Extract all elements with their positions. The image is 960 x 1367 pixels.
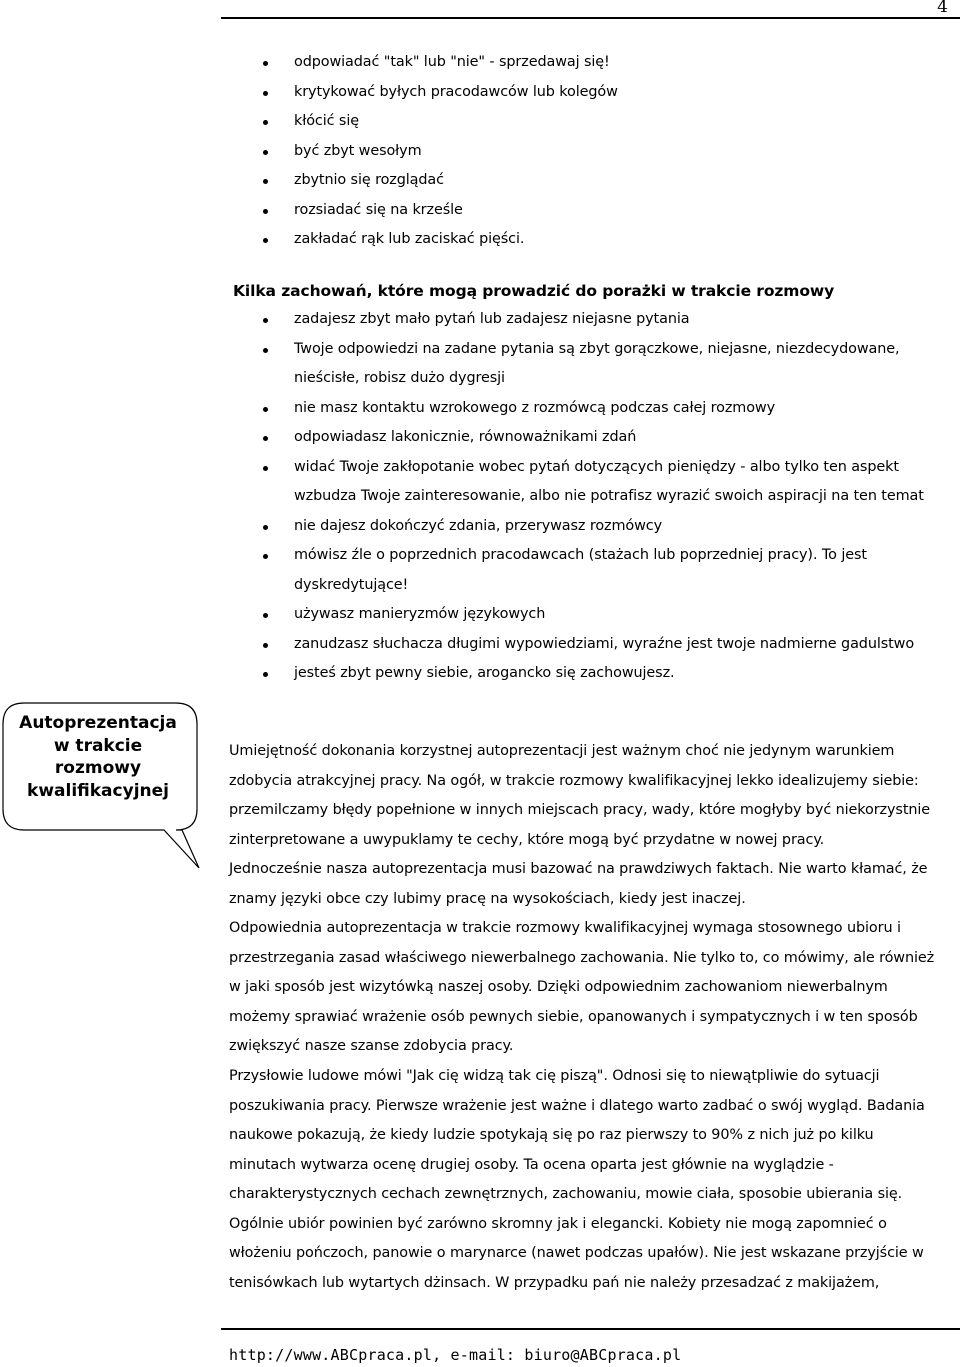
- list-item: kłócić się: [0, 107, 960, 137]
- list-item: rozsiadać się na krześle: [0, 196, 960, 226]
- list-item: nie dajesz dokończyć zdania, przerywasz rozmówcy: [0, 512, 960, 542]
- footer-contact: http://www.ABCpraca.pl, e-mail: biuro@ABCpraca.pl: [229, 1346, 682, 1364]
- list-item: nie masz kontaktu wzrokowego z rozmówcą podczas całej rozmowy: [0, 394, 960, 424]
- list-item: używasz manieryzmów językowych: [0, 600, 960, 630]
- list-item: być zbyt wesołym: [0, 137, 960, 167]
- list-item: mówisz źle o poprzednich pracodawcach (stażach lub poprzedniej pracy). To jest dyskredytujące!: [0, 541, 960, 600]
- list-item: odpowiadasz lakonicznie, równoważnikami zdań: [0, 423, 960, 453]
- paragraph: Przysłowie ludowe mówi "Jak cię widzą tak cię piszą". Odnosi się to niewątpliwie do sytuacji poszukiwania pracy. Pierwsze wrażenie jest ważne i dlatego warto zadbać o swój wygląd. Badania naukowe pokazują, że kiedy ludzie spotykają się po raz pierwszy to 90% z nich już po kilku minutach wytwarza ocenę drugiej osoby. Ta ocena oparta jest głównie na wyglądzie - charakterystycznych cechach zewnętrznych, zachowaniu, mowie ciała, sposobie ubierania się. Ogólnie ubiór powinien być zarówno skromny jak i elegancki. Kobiety nie mogą zapomnieć o włożeniu pończoch, panowie o marynarce (nawet podczas upałów). Nie jest wskazane przyjście w tenisówkach lub wytartych dżinsach. W przypadku pań nie należy przesadzać z makijażem,: [229, 1068, 925, 1291]
- speech-bubble-callout: [0, 701, 200, 871]
- list-item: zbytnio się rozglądać: [0, 166, 960, 196]
- footer-rule: [221, 1328, 960, 1330]
- list-item: zakładać rąk lub zaciskać pięści.: [0, 225, 960, 255]
- page-number: 4: [937, 0, 948, 17]
- list-item: krytykować byłych pracodawców lub kolegów: [0, 78, 960, 108]
- callout-line: Autoprezentacja: [19, 713, 177, 733]
- list-item: odpowiadać "tak" lub "nie" - sprzedawaj się!: [0, 48, 960, 78]
- paragraph: Odpowiednia autoprezentacja w trakcie rozmowy kwalifikacyjnej wymaga stosownego ubioru i przestrzegania zasad właściwego niewerbalnego zachowania. Nie tylko to, co mówimy, ale również w jaki sposób jest wizytówką naszej osoby. Dzięki odpowiednim zachowaniom niewerbalnym możemy sprawiać wrażenie osób pewnych siebie, opanowanych i sympatycznych i w ten sposób zwiększyć nasze szanse zdobycia pracy.: [229, 920, 935, 1055]
- body-text: [229, 737, 941, 1298]
- list-item: jesteś zbyt pewny siebie, arogancko się zachowujesz.: [0, 659, 960, 689]
- list-item: zanudzasz słuchacza długimi wypowiedziami, wyraźne jest twoje nadmierne gadulstwo: [0, 630, 960, 660]
- list-item: zadajesz zbyt mało pytań lub zadajesz niejasne pytania: [0, 305, 960, 335]
- paragraph: Jednocześnie nasza autoprezentacja musi bazować na prawdziwych faktach. Nie warto kłamać, że znamy języki obce czy lubimy pracę na wysokościach, kiedy jest inaczej.: [229, 861, 928, 907]
- callout-line: rozmowy: [54, 758, 142, 778]
- dont-do-list: [0, 48, 960, 255]
- list-item: Twoje odpowiedzi na zadane pytania są zbyt gorączkowe, niejasne, niezdecydowane, nieścisłe, robisz dużo dygresji: [0, 335, 960, 394]
- callout-title: [9, 712, 187, 802]
- callout-line: w trakcie: [53, 735, 143, 756]
- header-rule: [221, 17, 960, 19]
- section-heading: Kilka zachowań, które mogą prowadzić do porażki w trakcie rozmowy: [233, 282, 835, 300]
- paragraph: Umiejętność dokonania korzystnej autoprezentacji jest ważnym choć nie jedynym warunkiem zdobycia atrakcyjnej pracy. Na ogół, w trakcie rozmowy kwalifikacyjnej lekko idealizujemy siebie: przemilczamy błędy popełnione w innych miejscach pracy, wady, które mogłyby być niekorzystnie zinterpretowane a uwypuklamy te cechy, które mogą być przydatne w nowej pracy.: [229, 743, 931, 848]
- list-item: widać Twoje zakłopotanie wobec pytań dotyczących pieniędzy - albo tylko ten aspekt wzbudza Twoje zainteresowanie, albo nie potrafisz wyrazić swoich aspiracji na ten temat: [0, 453, 960, 512]
- failure-behaviours-list: [0, 305, 960, 689]
- callout-line: kwalifikacyjnej: [27, 780, 169, 801]
